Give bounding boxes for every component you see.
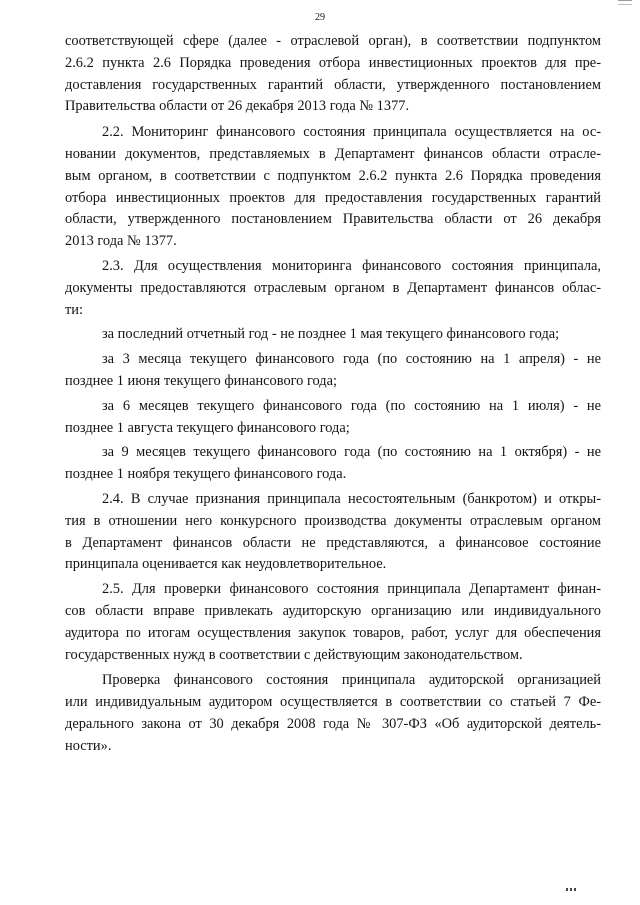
text-line: 2013 года № 1377. xyxy=(65,233,177,250)
text-line: принципала оценивается как неудовлетворительное. xyxy=(65,556,387,573)
text-line: аудитора по итогам осуществления закупок товаров, работ, услуг для обеспечения xyxy=(65,624,601,641)
text-line: сов области вправе привлекать аудиторскую организацию или индивидуального xyxy=(65,602,601,619)
paragraph-2-4 xyxy=(65,489,601,576)
text-line: государственных нужд в соответствии с действующим законодательством. xyxy=(65,646,523,663)
text-line: ности». xyxy=(65,737,112,754)
text-line: 2.4. В случае признания принципала несостоятельным (банкротом) и откры- xyxy=(102,490,601,507)
document-body xyxy=(65,31,601,758)
text-line: доставления государственных гарантий области, утвержденного постановлением xyxy=(65,76,601,93)
text-line: 2.2. Мониторинг финансового состояния принципала осуществляется на ос- xyxy=(102,124,601,141)
text-line: позднее 1 ноября текущего финансового года. xyxy=(65,466,347,483)
text-line: ти: xyxy=(65,301,83,318)
text-line: в Департамент финансов области не представляются, а финансовое состояние xyxy=(65,534,601,551)
list-item-9-months xyxy=(65,442,601,486)
page-number: 29 xyxy=(315,12,325,23)
scan-corner-mark xyxy=(618,0,632,5)
paragraph-intro xyxy=(65,31,601,118)
list-item-3-months xyxy=(65,349,601,393)
text-line: или индивидуальным аудитором осуществляется в соответствии со статьей 7 Фе- xyxy=(65,694,601,711)
text-line: 2.3. Для осуществления мониторинга финансового состояния принципала, xyxy=(102,257,601,274)
text-line: новании документов, представляемых в Департамент финансов области отрасле- xyxy=(65,145,601,162)
text-line: позднее 1 июня текущего финансового года; xyxy=(65,372,338,389)
text-line: позднее 1 августа текущего финансового года; xyxy=(65,419,350,436)
text-line: тия в отношении него конкурсного производства документы отраслевым органом xyxy=(65,512,601,529)
text-line: вым органом, в соответствии с подпунктом 2.6.2 пункта 2.6 Порядка проведения xyxy=(65,167,601,184)
scan-artifact xyxy=(566,888,576,892)
text-line: 2.6.2 пункта 2.6 Порядка проведения отбора инвестиционных проектов для пре- xyxy=(65,54,601,71)
text-line: дерального закона от 30 декабря 2008 года № 307-ФЗ «Об аудиторской деятель- xyxy=(65,715,601,732)
text-line: соответствующей сфере (далее - отраслевой орган), в соответствии подпунктом xyxy=(65,33,601,49)
paragraph-audit xyxy=(65,670,601,757)
list-item-6-months xyxy=(65,396,601,440)
list-item-year xyxy=(65,324,601,346)
text-line: за 3 месяца текущего финансового года (по состоянию на 1 апреля) - не xyxy=(102,351,601,368)
text-line: области, утвержденного постановлением Правительства области от 26 декабря xyxy=(65,211,601,228)
text-line: Проверка финансового состояния принципала аудиторской организацией xyxy=(102,672,601,689)
text-line: отбора инвестиционных проектов для предоставления государственных гарантий xyxy=(65,189,601,206)
text-line: 2.5. Для проверки финансового состояния принципала Департамент финан- xyxy=(102,581,601,598)
paragraph-2-3 xyxy=(65,256,601,321)
text-line: документы предоставляются отраслевым органом в Департамент финансов облас- xyxy=(65,279,601,296)
text-line: за последний отчетный год - не позднее 1 мая текущего финансового года; xyxy=(102,326,560,343)
text-line: Правительства области от 26 декабря 2013 года № 1377. xyxy=(65,98,410,115)
text-line: за 6 месяцев текущего финансового года (по состоянию на 1 июля) - не xyxy=(102,397,601,414)
paragraph-2-5 xyxy=(65,579,601,666)
text-line: за 9 месяцев текущего финансового года (по состоянию на 1 октября) - не xyxy=(102,444,601,461)
paragraph-2-2 xyxy=(65,122,601,253)
